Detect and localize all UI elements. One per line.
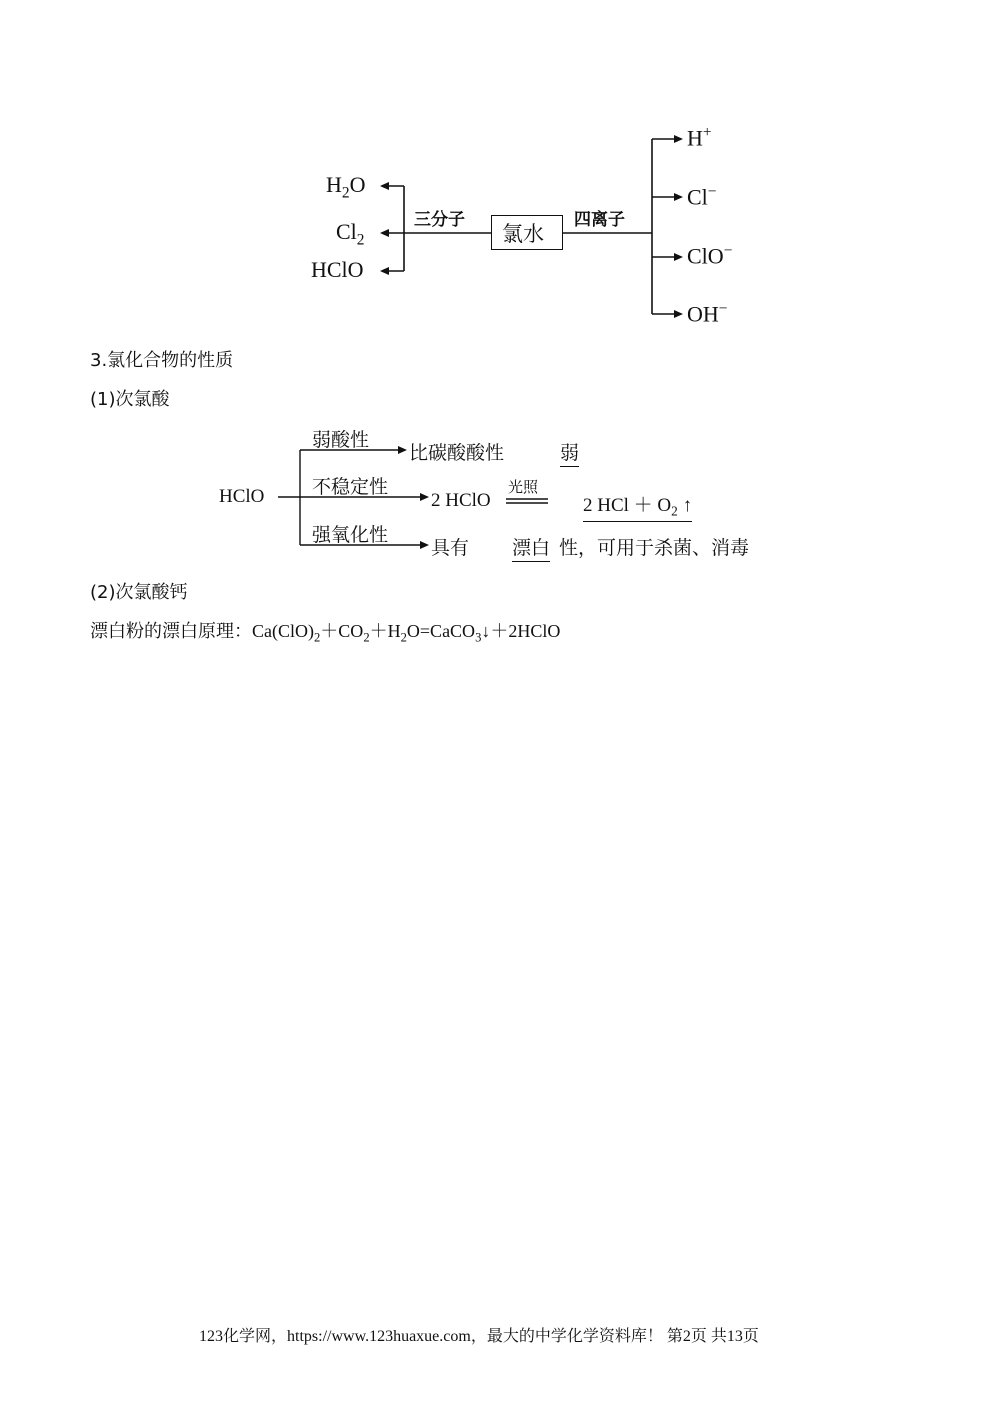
- weak-acidity-result: 比碳酸酸性: [409, 442, 505, 464]
- subsection-hypochlorous-acid: (1)次氯酸: [90, 389, 170, 410]
- instability-label: 不稳定性: [312, 476, 389, 498]
- weak-acidity-label: 弱酸性: [312, 429, 370, 451]
- strong-oxidation-label: 强氧化性: [312, 524, 389, 546]
- three-molecules-label: 三分子: [414, 210, 465, 230]
- strong-oxidation-prefix: 具有: [431, 537, 470, 559]
- bleaching-blank: 漂白: [512, 533, 550, 562]
- chlorine-water-label: 氯水: [502, 222, 544, 246]
- weak-acidity-blank: 弱: [560, 438, 579, 467]
- section-heading: 3.氯化合物的性质: [90, 350, 234, 371]
- h2o-molecule: $H_2O$: [326, 172, 366, 202]
- cl2-molecule: $Cl_2$: [336, 219, 365, 249]
- oh-ion: OH−: [687, 300, 728, 327]
- four-ions-label: 四离子: [574, 210, 625, 230]
- hclo-root: HClO: [219, 486, 265, 507]
- subsection-calcium-hypochlorite: (2)次氯酸钙: [90, 582, 188, 603]
- strong-oxidation-rest: 性，可用于杀菌、消毒: [559, 537, 750, 559]
- clo-ion: ClO−: [687, 242, 733, 269]
- cl-ion: Cl−: [687, 183, 717, 210]
- h-ion: H+: [687, 124, 712, 151]
- equation-prefix: 漂白粉的漂白原理：: [90, 621, 252, 642]
- hclo-molecule: HClO: [311, 257, 364, 282]
- bleaching-equation-line: [90, 617, 560, 645]
- bleaching-equation: $Ca(ClO)_2+CO_2+H_2O=CaCO_3↓+2HClO$: [252, 621, 561, 645]
- decomposition-reactant: 2 HClO: [431, 490, 491, 511]
- decomposition-products: 2 HCl ＋ $O_2$ ↑: [583, 490, 692, 522]
- light-condition: 光照: [508, 478, 539, 496]
- page-footer: 123化学网，https://www.123huaxue.com，最大的中学化学资料库！ 第2页 共13页: [199, 1328, 759, 1345]
